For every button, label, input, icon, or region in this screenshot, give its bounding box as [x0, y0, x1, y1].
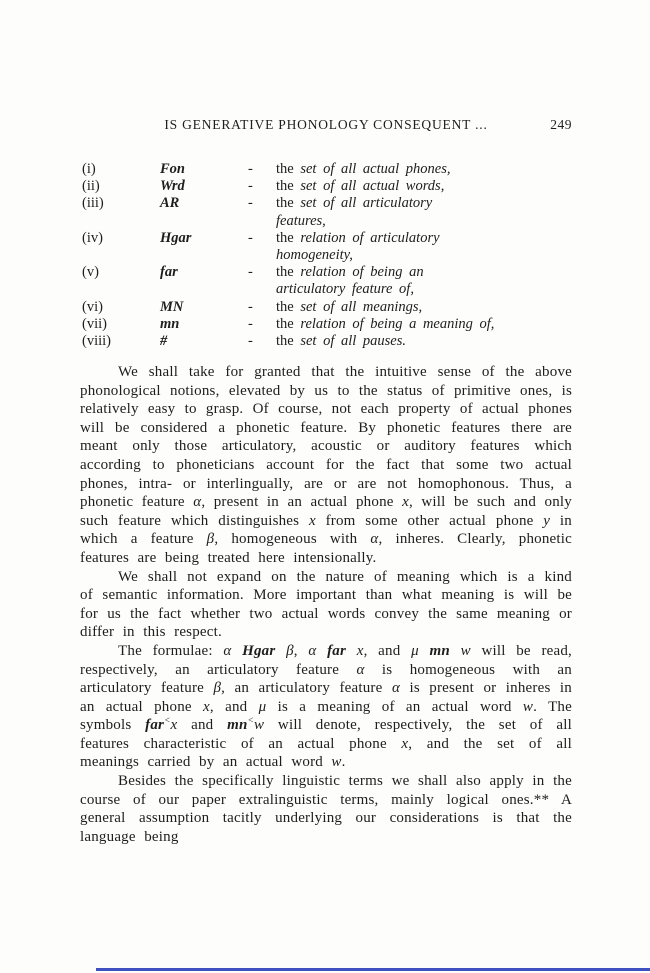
definition-symbol: Fon: [160, 161, 185, 177]
scan-artifact-line: [96, 968, 650, 971]
paragraph: [80, 772, 572, 846]
text-segment: , homogeneous with: [214, 531, 371, 548]
text-segment: x: [203, 698, 210, 715]
definition-row: [82, 230, 572, 264]
text-segment: β: [206, 531, 215, 548]
text-segment: , and the set of all meanings carried by an actual word: [80, 735, 572, 771]
text-segment: in which a feature: [80, 512, 572, 548]
text-segment: is a meaning of an actual word: [266, 698, 523, 715]
running-head-title: IS GENERATIVE PHONOLOGY CONSEQUENT ...: [164, 117, 488, 132]
text-segment: α: [356, 661, 365, 678]
definition-symbol: AR: [160, 195, 180, 212]
text-segment: homogeneity,: [276, 247, 353, 264]
text-segment: α: [391, 680, 401, 697]
definition-row: [82, 333, 572, 350]
definition-row: [82, 195, 572, 229]
paragraph: [80, 568, 572, 642]
definition-dash: -: [248, 315, 253, 332]
definition-symbol: #: [160, 333, 168, 350]
text-segment: x: [170, 717, 178, 734]
definition-symbol: far: [160, 264, 178, 281]
definition-text: [276, 195, 572, 229]
text-segment: ,: [293, 642, 309, 659]
text-segment: is present or inheres in an actual phone: [80, 680, 572, 715]
text-segment: , and: [209, 698, 259, 715]
definition-index: (viii): [82, 333, 111, 350]
text-segment: We shall take for granted that the intuitive sense of the above phonological notions, elevated by us to the status of primitive ones, is relatively easy to grasp. Of course, not each property of actual phones will be considered a phonetic feature. By phonetic features there are meant only those articulatory, acoustic or auditory features which according to phoneticians account for the fact that some two actual phones, intra- or interlingually, are or are not homophonous. Thus, a phonetic feature: [80, 364, 572, 511]
text-segment: y: [543, 512, 551, 529]
text-segment: set of all actual phones,: [300, 161, 451, 177]
text-segment: set of all meanings,: [300, 298, 423, 315]
text-segment: set of all actual words,: [300, 178, 445, 195]
definition-index: (vii): [82, 315, 107, 332]
definition-symbol: mn: [160, 315, 180, 332]
text-segment: μ: [258, 698, 267, 715]
text-segment: α: [223, 642, 243, 659]
definition-dash: -: [248, 333, 253, 350]
definition-dash: -: [248, 195, 253, 212]
page-header: [80, 117, 572, 133]
text-segment: far: [327, 642, 347, 659]
text-segment: will denote, respectively, the set of all features characteristic of an actual phone: [80, 717, 572, 752]
definition-text: [276, 264, 572, 298]
definition-symbol: Wrd: [160, 178, 185, 195]
text-segment: far: [145, 717, 165, 734]
text-segment: w: [449, 642, 471, 659]
definition-text: [276, 230, 572, 264]
text-segment: α: [308, 642, 328, 659]
definition-row: [82, 316, 572, 333]
text-segment: articulatory feature of,: [276, 281, 414, 298]
text-segment: x: [346, 642, 364, 659]
text-segment: w: [254, 717, 265, 734]
definition-index: (ii): [82, 178, 100, 195]
text-segment: The formulae:: [118, 642, 224, 659]
definition-text: [276, 299, 572, 316]
text-segment: , an articulatory feature: [221, 680, 392, 697]
text-segment: the: [276, 315, 301, 332]
text-segment: the: [276, 333, 301, 350]
page-number: 249: [550, 117, 572, 132]
text-segment: x: [402, 494, 409, 511]
definition-index: (iii): [82, 195, 104, 212]
text-segment: w: [522, 698, 534, 715]
text-segment: set of all pauses.: [300, 333, 407, 350]
text-segment: w: [331, 754, 342, 771]
text-segment: x: [308, 512, 316, 529]
text-segment: from some other actual phone: [315, 512, 544, 529]
text-segment: relation of being an: [300, 264, 424, 281]
paragraph: [80, 642, 572, 772]
definition-dash: -: [248, 229, 253, 246]
definition-row: [82, 299, 572, 316]
definition-list: [82, 161, 572, 350]
text-segment: mn: [227, 717, 248, 734]
text-segment: We shall not expand on the nature of meaning which is a kind of semantic information. More important than what meaning is will be for us the fact whether two actual words convey the same meaning or differ in this respect.: [80, 568, 572, 641]
text-segment: is homogeneous with an articulatory feature: [80, 661, 572, 697]
text-segment: relation of articulatory: [300, 229, 440, 246]
text-segment: relation of being a meaning of,: [300, 315, 495, 332]
text-segment: the: [276, 178, 301, 195]
definition-row: [82, 161, 572, 178]
definition-index: (iv): [82, 229, 103, 246]
definition-index: (i): [82, 161, 96, 177]
definition-symbol: Hgar: [160, 229, 192, 246]
text-segment: set of all articulatory: [300, 195, 433, 212]
text-segment: , present in an actual phone: [201, 494, 403, 511]
text-segment: , inheres. Clearly, phonetic features are being treated here intensionally.: [80, 531, 572, 566]
text-segment: μ: [411, 642, 430, 659]
text-segment: α: [193, 494, 202, 511]
text-segment: mn: [429, 642, 450, 659]
text-segment: the: [276, 229, 301, 246]
definition-text: [276, 333, 572, 350]
definition-row: [82, 178, 572, 195]
definition-index: (v): [82, 264, 99, 281]
text-segment: the: [276, 161, 301, 177]
text-segment: the: [276, 264, 301, 281]
text-segment: the: [276, 298, 301, 315]
text-segment: the: [276, 195, 301, 212]
definition-dash: -: [248, 178, 253, 195]
text-segment: x: [401, 735, 409, 752]
definition-row: [82, 264, 572, 298]
text-segment: features,: [276, 212, 326, 229]
paragraph: [80, 363, 572, 568]
text-segment: α: [370, 531, 379, 548]
body-paragraphs: [80, 363, 572, 846]
text-segment: .: [341, 754, 346, 771]
text-segment: . The symbols: [80, 698, 572, 734]
text-segment: <: [164, 716, 171, 727]
text-segment: β: [213, 680, 222, 697]
text-segment: , will be such and only such feature which distinguishes: [80, 494, 572, 529]
text-segment: Besides the specifically linguistic terms we shall also apply in the course of our paper extralinguistic terms, mainly logical ones.** A general assumption tacitly underlying our considerations is that the language being: [80, 773, 572, 845]
text-segment: β: [275, 642, 294, 659]
text-segment: Hgar: [242, 642, 276, 659]
text-segment: will be read, respectively, an articulatory feature: [80, 642, 573, 678]
definition-text: [276, 161, 572, 178]
definition-dash: -: [248, 161, 253, 177]
text-segment: and: [177, 717, 228, 734]
definition-dash: -: [248, 264, 253, 281]
definition-dash: -: [248, 298, 253, 315]
text-segment: , and: [363, 642, 412, 659]
definition-text: [276, 178, 572, 195]
definition-text: [276, 316, 572, 333]
definition-index: (vi): [82, 298, 103, 315]
definition-symbol: MN: [160, 298, 184, 315]
text-segment: <: [247, 716, 254, 727]
